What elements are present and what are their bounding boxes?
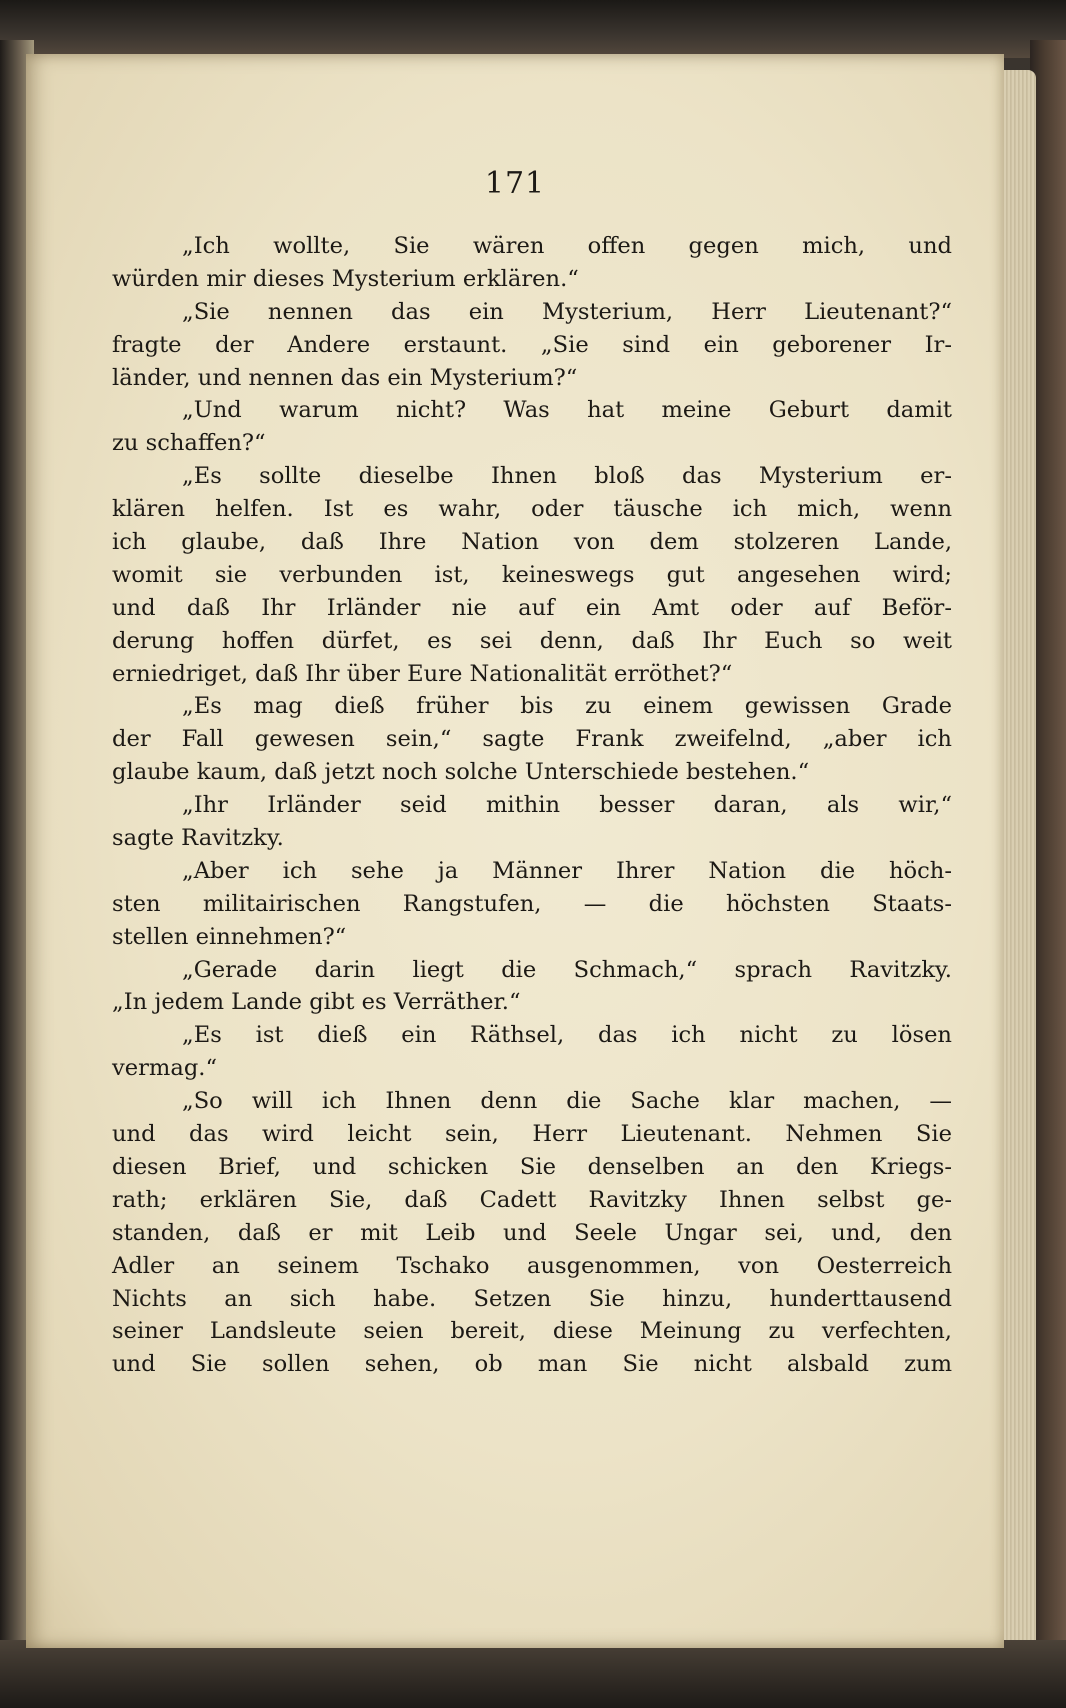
text-line: glaube kaum, daß jetzt noch solche Unterschiede bestehen.“ xyxy=(112,759,810,786)
text-line: seiner Landsleute seien bereit, diese Meinung zu verfechten, xyxy=(112,1318,952,1345)
text-line: länder, und nennen das ein Mysterium?“ xyxy=(112,364,578,391)
text-line: Nichts an sich habe. Setzen Sie hinzu, hunderttausend xyxy=(112,1285,952,1312)
text-line: „Es ist dieß ein Räthsel, das ich nicht zu lösen xyxy=(182,1022,952,1049)
text-line: der Fall gewesen sein,“ sagte Frank zweifelnd, „aber ich xyxy=(112,726,952,753)
text-line: und das wird leicht sein, Herr Lieutenant. Nehmen Sie xyxy=(112,1121,952,1148)
text-line: „Ihr Irländer seid mithin besser daran, als wir,“ xyxy=(182,792,952,819)
text-line: „Sie nennen das ein Mysterium, Herr Lieutenant?“ xyxy=(182,298,952,325)
text-line: zu schaffen?“ xyxy=(112,430,266,457)
text-line: klären helfen. Ist es wahr, oder täusche ich mich, wenn xyxy=(112,496,952,523)
text-line: „In jedem Lande gibt es Verräther.“ xyxy=(112,989,521,1016)
text-line: und Sie sollen sehen, ob man Sie nicht alsbald zum xyxy=(112,1351,952,1378)
text-line: sagte Ravitzky. xyxy=(112,825,284,852)
text-line: „Es mag dieß früher bis zu einem gewissen Grade xyxy=(182,693,952,720)
text-line: „So will ich Ihnen denn die Sache klar machen, — xyxy=(182,1088,952,1115)
text-line: derung hoffen dürfet, es sei denn, daß Ihr Euch so weit xyxy=(112,627,952,654)
book-cover-top xyxy=(0,0,1066,58)
book-page xyxy=(26,54,1004,1648)
body-text xyxy=(112,230,952,1381)
text-line: sten militairischen Rangstufen, — die höchsten Staats- xyxy=(112,890,952,917)
text-line: fragte der Andere erstaunt. „Sie sind ein geborener Ir- xyxy=(112,331,952,358)
text-line: standen, daß er mit Leib und Seele Ungar sei, und, den xyxy=(112,1219,952,1246)
text-line: stellen einnehmen?“ xyxy=(112,923,347,950)
book-cover-bottom xyxy=(0,1640,1066,1708)
page-number: 171 xyxy=(484,166,546,201)
text-line: „Ich wollte, Sie wären offen gegen mich, und xyxy=(182,233,952,259)
text-line: „Gerade darin liegt die Schmach,“ sprach Ravitzky. xyxy=(182,956,952,983)
text-line: „Und warum nicht? Was hat meine Geburt damit xyxy=(182,397,952,424)
text-line: und daß Ihr Irländer nie auf ein Amt oder auf Beför- xyxy=(112,594,952,621)
text-line: diesen Brief, und schicken Sie denselben an den Kriegs- xyxy=(112,1153,952,1180)
text-line: rath; erklären Sie, daß Cadett Ravitzky Ihnen selbst ge- xyxy=(112,1186,952,1213)
text-line: vermag.“ xyxy=(112,1055,218,1082)
text-line: erniedriget, daß Ihr über Eure Nationalität erröthet?“ xyxy=(112,660,733,687)
text-line: ich glaube, daß Ihre Nation von dem stolzeren Lande, xyxy=(112,529,952,556)
text-line: „Es sollte dieselbe Ihnen bloß das Mysterium er- xyxy=(182,463,952,490)
text-line: würden mir dieses Mysterium erklären.“ xyxy=(112,265,579,292)
text-line: „Aber ich sehe ja Männer Ihrer Nation die höch- xyxy=(182,857,952,884)
text-line: womit sie verbunden ist, keineswegs gut angesehen wird; xyxy=(112,561,952,588)
text-line: Adler an seinem Tschako ausgenommen, von Oesterreich xyxy=(112,1252,952,1279)
